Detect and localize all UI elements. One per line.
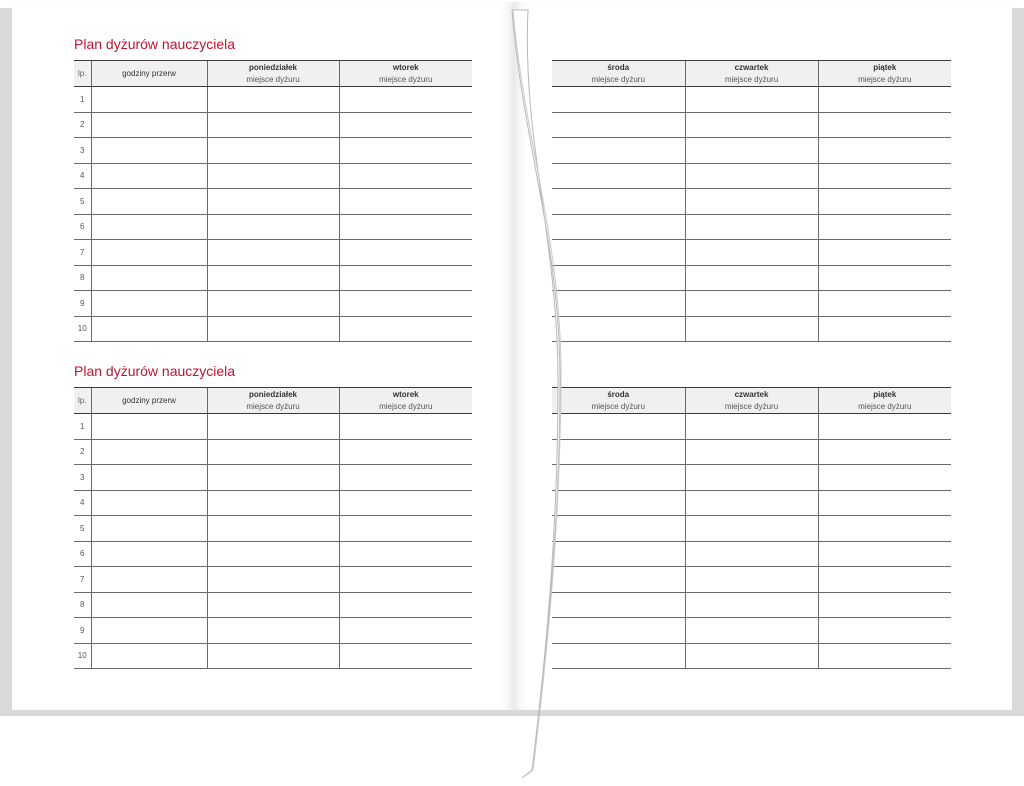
table-row [552, 490, 951, 516]
table-row [552, 316, 951, 342]
table-header-row [74, 388, 472, 414]
duty-cell [207, 414, 339, 440]
duty-cell [339, 214, 472, 240]
duty-cell [339, 541, 472, 567]
duty-cell [818, 516, 951, 542]
duty-cell [552, 618, 685, 644]
duty-cell [685, 541, 818, 567]
day-name: piątek [873, 390, 897, 399]
table-row [74, 291, 472, 317]
day-name: wtorek [392, 390, 419, 399]
table-row [552, 240, 951, 266]
table-row [74, 465, 472, 491]
table-row [552, 439, 951, 465]
day-header-monday [207, 61, 339, 87]
hours-cell [91, 618, 207, 644]
day-name: środa [607, 390, 630, 399]
duty-cell [339, 265, 472, 291]
row-number: 8 [74, 592, 91, 618]
duty-cell [207, 291, 339, 317]
duty-cell [552, 265, 685, 291]
row-number: 7 [74, 240, 91, 266]
duty-cell [685, 265, 818, 291]
table-row [552, 112, 951, 138]
duty-cell [207, 316, 339, 342]
duty-cell [818, 439, 951, 465]
duty-cell [818, 618, 951, 644]
row-number: 9 [74, 291, 91, 317]
day-subtitle: miejsce dyżuru [858, 402, 912, 411]
hours-cell [91, 112, 207, 138]
duty-cell [552, 414, 685, 440]
lower-left-body [74, 414, 472, 669]
day-header-tuesday [339, 61, 472, 87]
table-header-row [552, 61, 951, 87]
table-row [74, 87, 472, 113]
day-name: piątek [873, 63, 897, 72]
day-subtitle: miejsce dyżuru [379, 402, 433, 411]
duty-cell [818, 240, 951, 266]
duty-cell [552, 541, 685, 567]
day-header-thursday [685, 388, 818, 414]
duty-cell [552, 214, 685, 240]
row-number: 8 [74, 265, 91, 291]
duty-cell [818, 112, 951, 138]
duty-cell [552, 316, 685, 342]
duty-cell [339, 618, 472, 644]
day-subtitle: miejsce dyżuru [379, 75, 433, 84]
duty-cell [818, 214, 951, 240]
table-row [74, 567, 472, 593]
duty-cell [207, 163, 339, 189]
table-row [74, 592, 472, 618]
hours-cell [91, 592, 207, 618]
duty-cell [552, 439, 685, 465]
duty-cell [339, 316, 472, 342]
table-row [74, 541, 472, 567]
day-subtitle: miejsce dyżuru [246, 75, 300, 84]
duty-cell [818, 592, 951, 618]
duty-cell [339, 414, 472, 440]
table-row [552, 592, 951, 618]
hours-cell [91, 87, 207, 113]
hours-cell [91, 265, 207, 291]
day-header-thursday [685, 61, 818, 87]
day-name: czwartek [734, 390, 769, 399]
duty-cell [818, 541, 951, 567]
table-row [74, 265, 472, 291]
row-number: 7 [74, 567, 91, 593]
day-name: poniedziałek [248, 63, 297, 72]
duty-cell [552, 163, 685, 189]
duty-cell [818, 643, 951, 669]
day-header-friday [818, 388, 951, 414]
row-number: 3 [74, 138, 91, 164]
duty-cell [339, 516, 472, 542]
table-row [552, 414, 951, 440]
day-subtitle: miejsce dyżuru [591, 402, 645, 411]
duty-cell [552, 490, 685, 516]
table-row [552, 138, 951, 164]
table-header-row [74, 61, 472, 87]
day-name: poniedziałek [248, 390, 297, 399]
duty-cell [685, 567, 818, 593]
duty-cell [339, 490, 472, 516]
day-header-wednesday [552, 388, 685, 414]
duty-cell [818, 490, 951, 516]
hours-header: godziny przerw [91, 61, 207, 87]
duty-cell [685, 643, 818, 669]
table-header-row [552, 388, 951, 414]
day-name: wtorek [392, 63, 419, 72]
table-row [74, 516, 472, 542]
table-row [552, 87, 951, 113]
duty-cell [685, 439, 818, 465]
duty-cell [685, 87, 818, 113]
duty-cell [207, 643, 339, 669]
duty-cell [207, 87, 339, 113]
table-row [74, 112, 472, 138]
duty-cell [207, 265, 339, 291]
duty-cell [685, 490, 818, 516]
duty-cell [207, 592, 339, 618]
table-row [74, 214, 472, 240]
duty-cell [685, 214, 818, 240]
hours-cell [91, 189, 207, 215]
row-number: 5 [74, 189, 91, 215]
day-subtitle: miejsce dyżuru [246, 402, 300, 411]
duty-cell [207, 465, 339, 491]
duty-cell [685, 291, 818, 317]
table-row [74, 439, 472, 465]
duty-cell [818, 138, 951, 164]
day-subtitle: miejsce dyżuru [858, 75, 912, 84]
table-row [74, 316, 472, 342]
duty-cell [685, 516, 818, 542]
lp-header: lp. [74, 61, 91, 87]
day-subtitle: miejsce dyżuru [591, 75, 645, 84]
row-number: 6 [74, 214, 91, 240]
upper-left-body [74, 87, 472, 342]
table-row [74, 189, 472, 215]
day-subtitle: miejsce dyżuru [724, 75, 779, 84]
table-row [552, 214, 951, 240]
lower-table-title: Plan dyżurów nauczyciela [74, 363, 236, 379]
row-number: 4 [74, 490, 91, 516]
duty-cell [685, 189, 818, 215]
duty-cell [339, 567, 472, 593]
duty-cell [818, 465, 951, 491]
day-subtitle: miejsce dyżuru [724, 402, 779, 411]
table-row [74, 138, 472, 164]
duty-cell [818, 567, 951, 593]
hours-cell [91, 316, 207, 342]
duty-cell [207, 439, 339, 465]
row-number: 6 [74, 541, 91, 567]
table-row [74, 643, 472, 669]
duty-cell [339, 592, 472, 618]
day-header-monday [207, 388, 339, 414]
table-row [552, 291, 951, 317]
duty-cell [685, 138, 818, 164]
table-row [552, 189, 951, 215]
upper-right-duty-table [552, 60, 951, 342]
duty-cell [818, 265, 951, 291]
duty-cell [552, 643, 685, 669]
duty-cell [207, 112, 339, 138]
duty-cell [818, 163, 951, 189]
table-row [74, 414, 472, 440]
duty-cell [339, 465, 472, 491]
duty-cell [339, 291, 472, 317]
table-row [74, 618, 472, 644]
duty-cell [207, 214, 339, 240]
upper-table-title: Plan dyżurów nauczyciela [74, 36, 236, 52]
duty-cell [339, 112, 472, 138]
duty-cell [207, 138, 339, 164]
duty-cell [552, 465, 685, 491]
duty-cell [552, 189, 685, 215]
day-header-friday [818, 61, 951, 87]
duty-cell [685, 316, 818, 342]
duty-cell [685, 592, 818, 618]
day-name: czwartek [734, 63, 769, 72]
table-row [74, 240, 472, 266]
duty-cell [207, 618, 339, 644]
hours-cell [91, 214, 207, 240]
hours-cell [91, 240, 207, 266]
duty-cell [207, 490, 339, 516]
day-header-wednesday [552, 61, 685, 87]
lower-left-duty-table [74, 387, 472, 669]
table-row [552, 618, 951, 644]
duty-cell [685, 163, 818, 189]
duty-cell [339, 163, 472, 189]
hours-cell [91, 291, 207, 317]
row-number: 4 [74, 163, 91, 189]
duty-cell [685, 112, 818, 138]
duty-cell [552, 240, 685, 266]
duty-cell [685, 240, 818, 266]
hours-cell [91, 439, 207, 465]
row-number: 10 [74, 316, 91, 342]
table-row [552, 163, 951, 189]
upper-right-body [552, 87, 951, 342]
duty-cell [339, 240, 472, 266]
table-row [552, 265, 951, 291]
hours-cell [91, 138, 207, 164]
duty-cell [207, 189, 339, 215]
day-header-tuesday [339, 388, 472, 414]
day-name: środa [607, 63, 630, 72]
table-row [552, 643, 951, 669]
duty-cell [818, 87, 951, 113]
row-number: 2 [74, 439, 91, 465]
duty-cell [552, 87, 685, 113]
duty-cell [552, 138, 685, 164]
duty-cell [552, 516, 685, 542]
table-row [552, 516, 951, 542]
duty-cell [207, 240, 339, 266]
row-number: 2 [74, 112, 91, 138]
lower-right-body [552, 414, 951, 669]
lp-header: lp. [74, 388, 91, 414]
duty-cell [685, 618, 818, 644]
duty-cell [339, 643, 472, 669]
duty-cell [818, 414, 951, 440]
duty-cell [339, 439, 472, 465]
table-row [552, 465, 951, 491]
row-number: 1 [74, 414, 91, 440]
duty-cell [552, 291, 685, 317]
duty-cell [207, 516, 339, 542]
upper-left-duty-table [74, 60, 472, 342]
hours-cell [91, 541, 207, 567]
hours-cell [91, 490, 207, 516]
row-number: 5 [74, 516, 91, 542]
duty-cell [339, 87, 472, 113]
row-number: 1 [74, 87, 91, 113]
duty-cell [552, 112, 685, 138]
table-row [552, 541, 951, 567]
duty-cell [339, 138, 472, 164]
duty-cell [207, 567, 339, 593]
duty-cell [818, 291, 951, 317]
row-number: 9 [74, 618, 91, 644]
row-number: 10 [74, 643, 91, 669]
lower-right-duty-table [552, 387, 951, 669]
table-row [74, 490, 472, 516]
hours-cell [91, 163, 207, 189]
duty-cell [685, 465, 818, 491]
duty-cell [339, 189, 472, 215]
hours-cell [91, 643, 207, 669]
hours-cell [91, 414, 207, 440]
table-row [74, 163, 472, 189]
hours-cell [91, 516, 207, 542]
table-row [552, 567, 951, 593]
duty-cell [818, 189, 951, 215]
duty-cell [818, 316, 951, 342]
hours-cell [91, 567, 207, 593]
duty-cell [207, 541, 339, 567]
hours-header: godziny przerw [91, 388, 207, 414]
duty-cell [552, 567, 685, 593]
duty-cell [685, 414, 818, 440]
duty-cell [552, 592, 685, 618]
hours-cell [91, 465, 207, 491]
row-number: 3 [74, 465, 91, 491]
